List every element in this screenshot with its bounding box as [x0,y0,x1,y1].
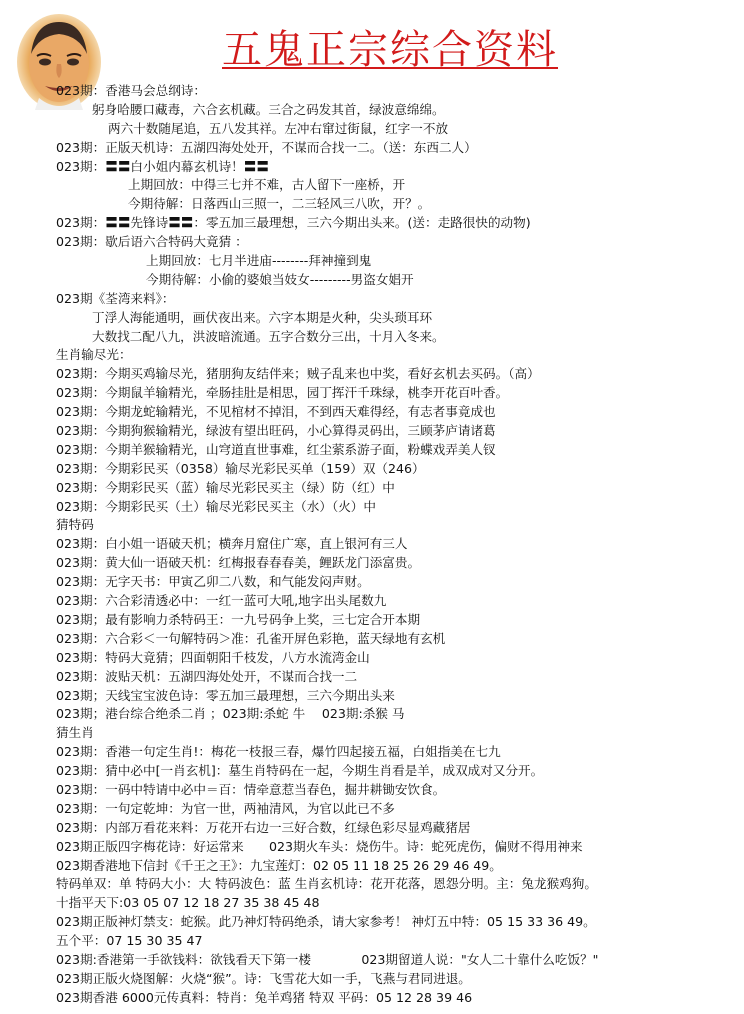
text-line: 023期:香港第一手欲钱料：欲钱看天下第一楼 023期留道人说："女人二十靠什么吃饭？" [56,951,599,967]
text-line: 023期正版四字梅花诗：好运常来 023期火车头：烧伤牛。诗：蛇死虎伤，偏财不得用神来 [56,838,583,854]
text-line: 023期正版神灯禁支：蛇猴。此乃神灯特码绝杀，请大家参考！ 神灯五中特：05 15 33 36 49。 [56,914,596,930]
text-line: 023期正版火烧图解：火烧“猴”。诗：飞雪花大如一手，飞燕与君同进退。 [56,970,471,986]
text-line: 两六十数随尾追，五八发其祥。左冲右窜过街鼠，红字一不放 [108,120,449,136]
text-line: 上期回放：中得三七并不难，古人留下一座桥，开 [128,177,406,193]
text-line: 023期：今期鼠羊输精光，牵肠挂肚是相思，园丁挥汗千珠绿，桃李开花百叶香。 [56,385,509,401]
text-line: 023期香港 6000元传真料：特肖：兔羊鸡猪 特双 平码：05 12 28 39 46 [56,989,473,1005]
text-line: 躬身哈腰口藏毒，六合玄机藏。三合之码发其首，绿波意绵绵。 [92,101,445,117]
text-line: 023期：猜中必中[一肖玄机]：墓生肖特码在一起，今期生肖看是羊，成双成对又分开。 [56,763,544,779]
text-line: 023期：〓〓先锋诗〓〓：零五加三最理想，三六今期出头来。(送：走路很快的动物) [56,215,531,231]
text-line: 023期：波贴天机：五湖四海处处开，不谋而合找一二 [56,668,358,684]
text-line: 特码单双：单 特码大小：大 特码波色：蓝 生肖玄机诗：花开花落，恩怨分明。主：兔龙猴鸡狗。 [56,876,597,892]
text-line: 今期待解：日落西山三照一，二三轻风三八吹，开？。 [128,196,431,212]
text-line: 023期：无字天书：甲寅乙卯二八数，和气能发闷声财。 [56,574,370,590]
text-line: 023期：六合彩清透必中：一红一蓝可大吼,地字出头尾数九 [56,593,387,609]
text-line: 023期：歇后语六合特码大竟猜 ： [56,234,248,250]
text-line: 023期：香港一句定生肖!：梅花一枝报三春，爆竹四起接五福，白姐指美在七九 [56,744,501,760]
page-title: 五鬼正宗综合资料 [222,27,558,73]
text-line: 023期：六合彩＜一句解特码＞准：孔雀开屏色彩艳，蓝天绿地有玄机 [56,630,446,646]
text-line: 大数找二配八九，洪波暗流通。五字合数分三出，十月入冬来。 [92,328,445,344]
text-line: 十指平天下:03 05 07 12 18 27 35 38 45 48 [56,895,320,911]
text-line: 023期《荃湾来料》： [56,290,175,306]
text-line: 023期：一码中特请中必中＝百：情牵意惹当春色，掘井耕锄安饮食。 [56,781,446,797]
text-line: 023期：香港马会总纲诗： [56,83,206,98]
text-line: 023期：今期彩民买（0358）输尽光彩民买单（159）双（246） [56,460,425,476]
text-line: 023期：今期羊猴输精光，山穹道直世事难，红尘萦系游子面，粉蝶戏弄美人钗 [56,441,496,457]
text-line: 五个平：07 15 30 35 47 [56,933,203,949]
text-line: 023期：〓〓白小姐内幕玄机诗！〓〓 [56,158,269,174]
text-line: 023期：今期龙蛇输精光，不见棺材不掉泪，不到西天难得经，有志者事竟成也 [56,404,496,420]
text-line: 023期；最有影响力杀特码王：一九号码争上奖，三七定合开本期 [56,611,421,627]
text-line: 023期：白小姐一语破天机；横奔月窟住广寒，直上银河有三人 [56,536,408,552]
text-line: 023期：今期买鸡输尽光，猪朋狗友结伴来；贼子乱来也中奖，看好玄机去买码。（高） [56,366,540,382]
text-line: 023期：今期彩民买（蓝）输尽光彩民买主（绿）防（红）中 [56,479,395,495]
text-line: 023期：今期狗猴输精光，绿波有望出旺码，小心算得灵码出，三顾茅庐请诸葛 [56,423,496,439]
text-line: 023期；天线宝宝波色诗：零五加三最理想，三六今期出头来 [56,687,395,703]
text-line: 023期：一句定乾坤：为官一世，两袖清风，为官以此已不多 [56,800,395,816]
text-line: 023期：正版天机诗：五湖四海处处开，不谋而合找一二。（送：东西二人） [56,139,477,155]
text-line: 023期：今期彩民买（土）输尽光彩民买主（水）（火）中 [56,498,376,514]
text-line: 023期：内部万看花来料：万花开右边一三好合数，红绿色彩尽显鸡藏猪居 [56,819,471,835]
text-line: 生肖输尽光： [56,347,132,363]
document-body [56,82,740,1008]
text-line: 023期：特码大竟猜；四面朝阳千枝发，八方水流湾金山 [56,649,370,665]
text-line: 今期待解：小偷的婆娘当妓女---------男盗女娼开 [146,271,414,287]
text-line: 023期；港台综合绝杀二肖 ；023期:杀蛇 牛 023期:杀猴 马 [56,706,405,722]
text-line: 023期香港地下信封《千王之王》：九宝莲灯：02 05 11 18 25 26 29 46 49。 [56,857,502,873]
text-line: 猜特码 [56,517,94,533]
text-line: 猜生肖 [56,725,94,741]
text-line: 丁浮人海能通明，画伏夜出来。六字本期是火种，尖头琐耳环 [92,309,433,325]
text-line: 023期：黄大仙一语破天机：红梅报春春春美，鲤跃龙门添富贵。 [56,555,421,571]
text-line: 上期回放：七月半进庙--------拜神撞到鬼 [146,253,372,269]
